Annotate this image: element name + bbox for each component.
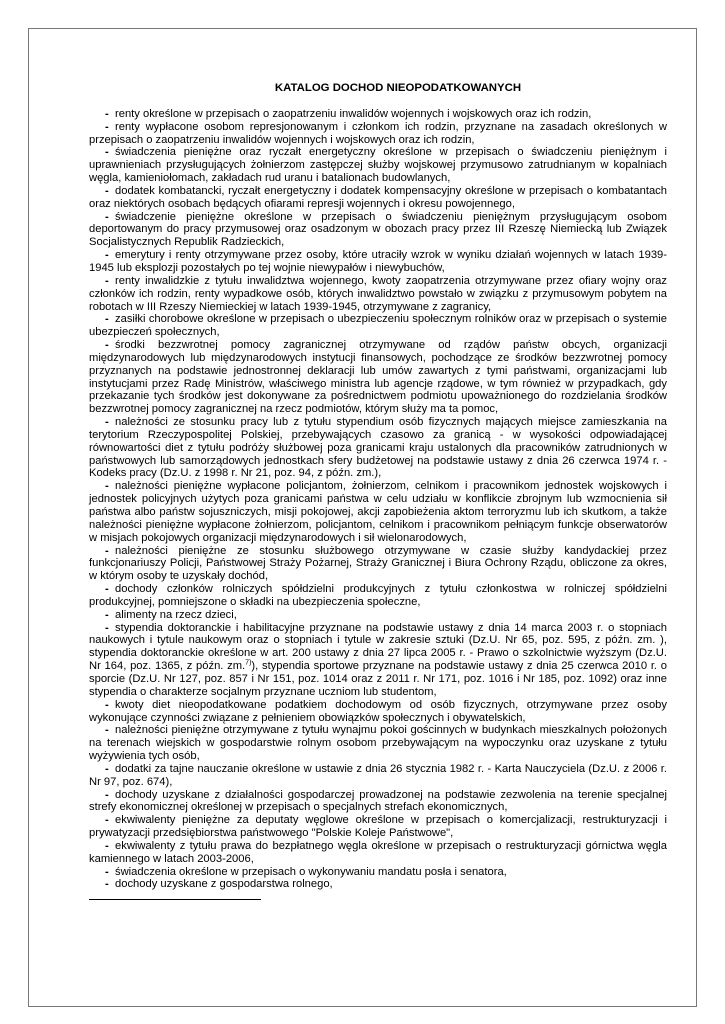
- list-item: [89, 211, 667, 250]
- bullet-dash: -: [105, 724, 109, 737]
- list-item: [89, 814, 667, 840]
- bullet-dash: -: [105, 762, 109, 775]
- bullet-dash: -: [105, 583, 109, 596]
- list-item-text: stypendia doktoranckie i habilitacyjne przyznane na podstawie ustawy z dnia 14 marca 2003 r. o stopniach naukowych i tytule naukowym oraz o stopniach i tytule w zakresie sztuki (Dz.U. Nr 65, poz. 595, z późn. zm. ), stypendia doktoranckie określone w art. 200 ustawy z dnia 27 lipca 2005 r. - Prawo o szkolnictwie wyższym (Dz.U. Nr 164, poz. 1365, z późn. zm.: [89, 621, 667, 673]
- bullet-dash: -: [105, 698, 109, 711]
- list-item-text: dochody uzyskane z gospodarstwa rolnego,: [115, 878, 333, 891]
- bullet-dash: -: [105, 788, 109, 801]
- bullet-dash: -: [105, 249, 109, 262]
- list-item: [89, 789, 667, 815]
- list-item-text: emerytury i renty otrzymywane przez osoby, które utraciły wzrok w wyniku działań wojennych w latach 1939-1945 lub eksplozji pozostałych po tej wojnie niewypałów i niewybuchów,: [89, 249, 667, 274]
- list-item: [89, 275, 667, 314]
- list-item-text: dodatek kombatancki, ryczałt energetyczny i dodatek kompensacyjny określone w przepisach o kombatantach oraz niektórych osobach będących ofiarami represji wojennych i okresu powojennego,: [89, 184, 667, 210]
- bullet-dash: -: [105, 544, 109, 557]
- list-item-text: należności pieniężne ze stosunku służbowego otrzymywane w czasie służby kandydackiej przez funkcjonariuszy Policji, Państwowej Straży Pożarnej, Straży Granicznej i Biura Ochrony Rządu, obliczone za okres, w którym osoby te uzyskały dochód,: [89, 544, 667, 583]
- list-item: [89, 583, 667, 609]
- bullet-dash: -: [105, 339, 109, 352]
- list-item: [89, 878, 667, 891]
- list-item: [89, 699, 667, 725]
- list-item: [89, 545, 667, 584]
- list-item-text: zasiłki chorobowe określone w przepisach o ubezpieczeniu społecznym rolników oraz w przepisach o systemie ubezpieczeń społecznych,: [89, 313, 667, 339]
- list-item: [89, 416, 667, 480]
- bullet-dash: -: [105, 814, 109, 827]
- list-item-text: świadczenia określone w przepisach o wykonywaniu mandatu posła i senatora,: [115, 865, 507, 878]
- list-item-text: alimenty na rzecz dzieci,: [115, 608, 237, 621]
- list-item: [89, 480, 667, 544]
- list-item-text: świadczenia pieniężne oraz ryczałt energetyczny określone w przepisach o świadczeniu pieniężnym i uprawnieniach przysługujących żołnierzom zastępczej służby wojskowej przymusowo zatrudnianym w kopalniach węgla, kamieniołomach, zakładach rud uranu i batalionach budowlanych,: [89, 146, 667, 185]
- bullet-dash: -: [105, 146, 109, 159]
- list-item: [89, 313, 667, 339]
- list-item: [89, 724, 667, 763]
- list-item-text: środki bezzwrotnej pomocy zagranicznej otrzymywane od rządów państw obcych, organizacji międzynarodowych lub międzynarodowych instytucji finansowych, pochodzące ze środków bezzwrotnej pomocy przyznanych na podstawie jednostronnej deklaracji lub umów zawartych z tymi państwami, organizacjami lub instytucjami przez Radę Ministrów, właściwego ministra lub agencje rządowe, w tym również w przypadkach, gdy przekazanie tych środków jest dokonywane za pośrednictwem podmiotu upoważnionego do rozdzielania środków bezzwrotnej pomocy zagranicznej na rzecz podmiotów, którym służy ma ta pomoc,: [89, 339, 667, 416]
- bullet-dash: -: [105, 480, 109, 493]
- bullet-dash: -: [105, 878, 109, 891]
- document-body: [89, 82, 667, 891]
- list-item: [89, 763, 667, 789]
- bullet-dash: -: [105, 210, 109, 223]
- list-item-text-continued: ), stypendia sportowe przyznane na podstawie ustawy z dnia 25 czerwca 2010 r. o sporcie (Dz.U. Nr 127, poz. 857 i Nr 151, poz. 1014 oraz z 2011 r. Nr 171, poz. 1016 i Nr 185, poz. 1092) oraz inne stypendia o charakterze socjalnym przyznane uczniom lub studentom,: [89, 660, 667, 698]
- document-title: KATALOG DOCHOD NIEOPODATKOWANYCH: [274, 82, 522, 94]
- list-item-text: dodatki za tajne nauczanie określone w ustawie z dnia 26 stycznia 1982 r. - Karta Nauczyciela (Dz.U. z 2006 r. Nr 97, poz. 674),: [89, 762, 667, 788]
- list-item-text: świadczenie pieniężne określone w przepisach o świadczeniu pieniężnym przysługującym osobom deportowanym do pracy przymusowej oraz osadzonym w obozach pracy przez III Rzeszę Niemiecką lub Związek Socjalistycznych Republik Radzieckich,: [89, 210, 667, 249]
- list-item-text: należności pieniężne otrzymywane z tytułu wynajmu pokoi gościnnych w budynkach mieszkalnych położonych na terenach wiejskich w gospodarstwie rolnym osobom przebywającym na wypoczynku oraz uzyskane z tytułu wyżywienia tych osób,: [89, 724, 667, 763]
- list-item-text: kwoty diet nieopodatkowane podatkiem dochodowym od osób fizycznych, otrzymywane przez osoby wykonujące czynności związane z pełnieniem obowiązków społecznych i obywatelskich,: [89, 698, 667, 724]
- list-item-text: dochody uzyskane z działalności gospodarczej prowadzonej na podstawie zezwolenia na terenie specjalnej strefy ekonomicznej określonej w przepisach o specjalnych strefach ekonomicznych,: [89, 788, 667, 814]
- bullet-dash: -: [105, 184, 109, 197]
- footnote-reference: 7): [245, 659, 252, 667]
- bullet-dash: -: [105, 865, 109, 878]
- list-item-text: należności pieniężne wypłacone policjantom, żołnierzom, celnikom i pracownikom jednostek wojskowych i jednostek policyjnych użytych poza granicami państwa w celu udziału w konflikcie zbrojnym lub wzmocnienia sił państwa albo państw sojuszniczych, misji pokojowej, akcji zapobieżenia aktom terroryzmu lub ich skutkom, a także należności pieniężne wypłacone żołnierzom, policjantom, celnikom i pracownikom pełniącym funkcje obserwatorów w misjach pokojowych organizacji międzynarodowych i sił wielonarodowych,: [89, 480, 667, 544]
- bullet-dash: -: [105, 120, 109, 133]
- bullet-dash: -: [105, 313, 109, 326]
- list-item: [89, 146, 667, 185]
- bullet-dash: -: [105, 621, 109, 634]
- list-item-text: renty wypłacone osobom represjonowanym i członkom ich rodzin, przyznane na zasadach określonych w przepisach o zaopatrzeniu inwalidów wojennych i wojskowych oraz ich rodzin,: [89, 120, 667, 146]
- bullet-dash: -: [105, 608, 109, 621]
- list-item: [89, 121, 667, 147]
- list-item: [89, 622, 667, 699]
- list-item: [89, 866, 667, 879]
- list-item: [89, 609, 667, 622]
- bullet-dash: -: [105, 274, 109, 287]
- list-item-text: ekwiwalenty z tytułu prawa do bezpłatnego węgla określone w przepisach o restrukturyzacji górnictwa węgla kamiennego w latach 2003-2006,: [89, 839, 667, 865]
- list-item-text: renty określone w przepisach o zaopatrzeniu inwalidów wojennych i wojskowych oraz ich rodzin,: [115, 107, 592, 120]
- list-item: [89, 249, 667, 275]
- list-item-text: dochody członków rolniczych spółdzielni produkcyjnych z tytułu członkostwa w rolniczej spółdzielni produkcyjnej, pomniejszone o składki na ubezpieczenia społeczne,: [89, 583, 667, 608]
- list-item-text: ekwiwalenty pieniężne za deputaty węglowe określone w przepisach o komercjalizacji, restrukturyzacji i prywatyzacji przedsiębiorstwa państwowego "Polskie Koleje Państwowe",: [89, 814, 667, 840]
- items-list: [89, 108, 667, 891]
- list-item-text: należności ze stosunku pracy lub z tytułu stypendium osób fizycznych mających miejsce zamieszkania na terytorium Rzeczypospolitej Polskiej, przebywających czasowo za granicą - w wysokości odpowiadającej równowartości diet z tytułu podróży służbowej poza granicami kraju ustalonych dla pracowników zatrudnionych w państwowych lub samorządowych jednostkach sfery budżetowej na podstawie ustawy z dnia 26 czerwca 1974 r. - Kodeks pracy (Dz.U. z 1998 r. Nr 21, poz. 94, z późn. zm.),: [89, 416, 667, 480]
- list-item: [89, 185, 667, 211]
- list-item: [89, 339, 667, 416]
- bullet-dash: -: [105, 416, 109, 429]
- footnote-separator: [89, 899, 261, 900]
- bullet-dash: -: [105, 839, 109, 852]
- list-item-text: renty inwalidzkie z tytułu inwalidztwa wojennego, kwoty zaopatrzenia otrzymywane przez ofiary wojny oraz członków ich rodzin, renty wypadkowe osób, których inwalidztwo powstało w związku z przymusowym pobytem na robotach w III Rzeszy Niemieckiej w latach 1939-1945, otrzymywane z zagranicy,: [89, 274, 667, 313]
- list-item: [89, 840, 667, 866]
- bullet-dash: -: [105, 107, 109, 120]
- list-item: [89, 108, 667, 121]
